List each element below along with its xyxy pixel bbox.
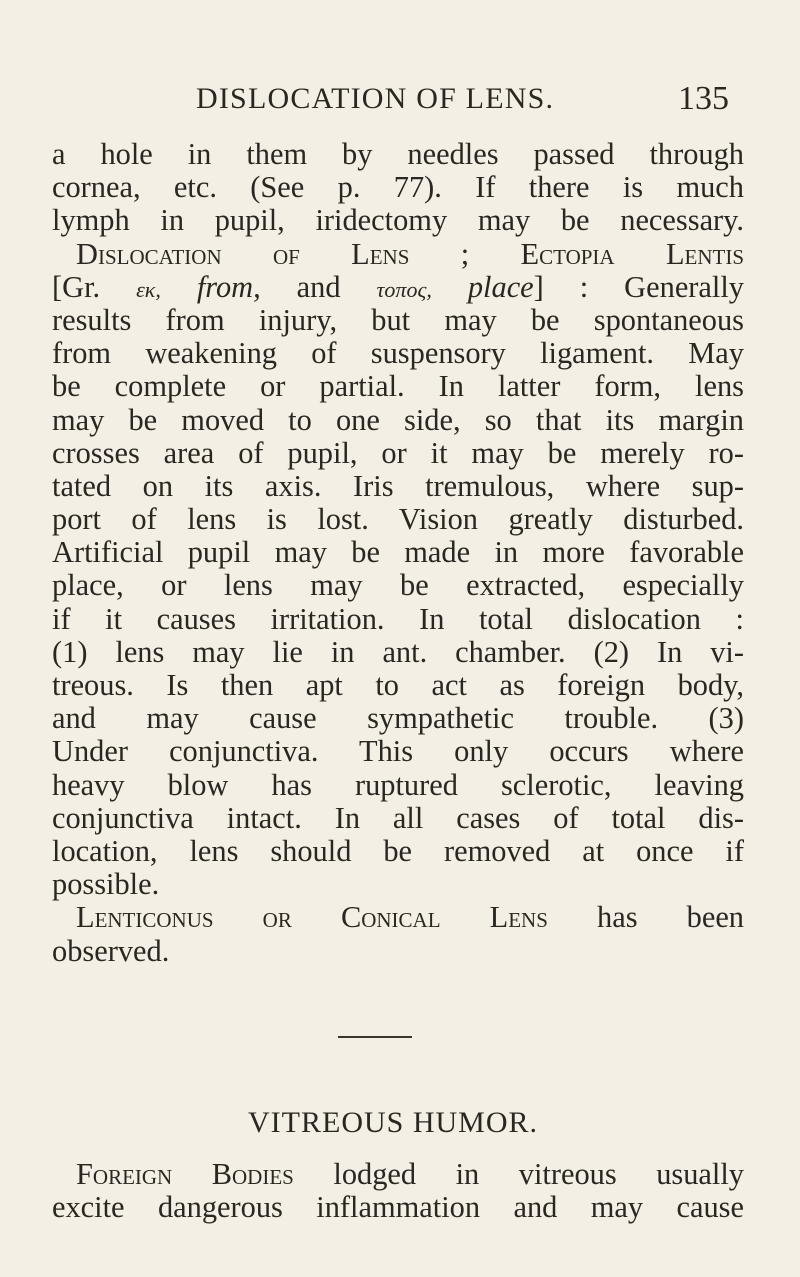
page-number: 135 [678,80,729,117]
text-line: treous. Is then apt to act as foreign body, [52,668,744,702]
entry-term: Dislocation of Lens ; Ectopia Lentis [76,236,744,271]
etymology-gloss: place [467,269,534,304]
etymology-open: [Gr. [52,269,137,304]
text-line: results from injury, but may be spontaneous [52,302,744,337]
greek-word: τοπος, [376,276,432,302]
text-line: Under conjunctiva. This only occurs where [52,734,744,769]
running-head: DISLOCATION OF LENS. [196,82,555,115]
text-line: a hole in them by needles passed through [52,137,744,171]
text-line: be complete or partial. In latter form, lens [52,369,744,404]
text-line: place, or lens may be extracted, especially [52,568,744,603]
entry-text: lodged in vitreous usually [293,1157,744,1191]
section-heading: VITREOUS HUMOR. [248,1106,539,1139]
text-line: possible. [52,867,160,902]
etymology-gloss: from, [196,269,261,304]
entry-heading-line [52,901,744,934]
text-line: tated on its axis. Iris tremulous, where sup- [52,468,744,503]
text-line: if it causes irritation. In total dislocation : [52,601,744,636]
main-text [52,138,744,968]
text-line: may be moved to one side, so that its margin [52,402,744,437]
text-line: (1) lens may lie in ant. chamber. (2) In vi- [52,634,744,669]
text-line: crosses area of pupil, or it may be merely ro- [52,435,744,470]
text-line: port of lens is lost. Vision greatly disturbed. [52,502,744,537]
entry-text: has been [547,900,745,935]
text-line: location, lens should be removed at once if [52,833,744,868]
entry-term: Lenticonus or Conical Lens [76,900,548,935]
text-line: observed. [52,933,170,968]
entry-heading-line [52,238,744,271]
text-line: lymph in pupil, iridectomy may be necessary. [52,203,744,238]
entry-term: Foreign Bodies [76,1157,294,1191]
greek-word: εκ, [136,276,161,302]
text-line: and may cause sympathetic trouble. (3) [52,701,744,736]
entry-heading-line [52,1158,744,1191]
text-line: excite dangerous inflammation and may cause [52,1190,744,1225]
text-line: conjunctiva intact. In all cases of total dis- [52,800,744,835]
text-line: from weakening of suspensory ligament. May [52,336,744,371]
text-line: Artificial pupil may be made in more favorable [52,535,744,570]
section-divider [338,1036,412,1038]
text-line: heavy blow has ruptured sclerotic, leaving [52,767,744,802]
section-text [52,1158,744,1224]
text-line: cornea, etc. (See p. 77). If there is much [52,170,744,205]
etymology-close: ] : Generally [533,269,744,304]
etymology-line [52,271,744,304]
etymology-and: and [260,269,377,304]
